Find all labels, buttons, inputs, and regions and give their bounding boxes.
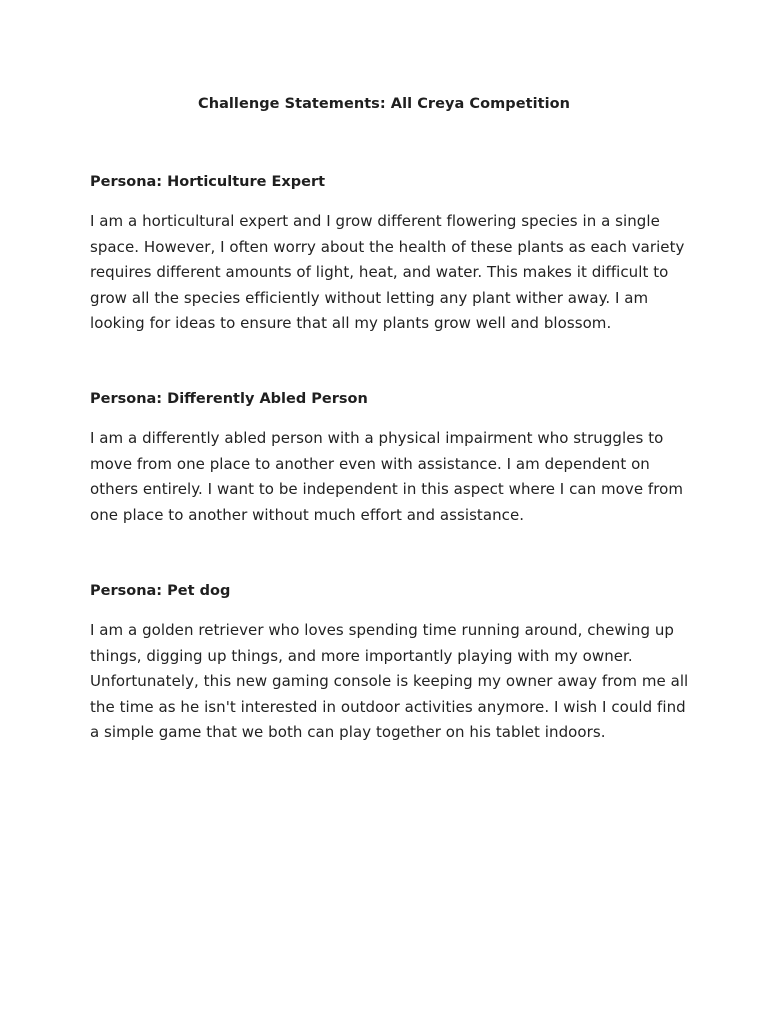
persona-heading: Persona: Horticulture Expert [90, 174, 326, 190]
persona-heading: Persona: Pet dog [90, 583, 231, 599]
persona-statement: I am a golden retriever who loves spending time running around, chewing up things, digging up things, and more importantly playing with my owner. Unfortunately, this new gaming console is keeping my owner away from me all the time as he isn't interested in outdoor activities anymore. I wish I could find a simple game that we both can play together on his tablet indoors. [90, 621, 689, 742]
persona-statement: I am a differently abled person with a physical impairment who struggles to move from one place to another even with assistance. I am dependent on others entirely. I want to be independent in this aspect where I can move from one place to another without much effort and assistance. [90, 429, 684, 524]
persona-heading: Persona: Differently Abled Person [90, 391, 368, 407]
document-title: Challenge Statements: All Creya Competition [198, 96, 570, 112]
persona-section-pet-dog [90, 581, 690, 746]
persona-section-horticulture-expert [90, 172, 690, 337]
persona-statement: I am a horticultural expert and I grow different flowering species in a single space. However, I often worry about the health of these plants as each variety requires different amounts of light, heat, and water. This makes it difficult to grow all the species efficiently without letting any plant wither away. I am looking for ideas to ensure that all my plants grow well and blossom. [90, 212, 685, 333]
persona-section-differently-abled-person [90, 389, 690, 528]
